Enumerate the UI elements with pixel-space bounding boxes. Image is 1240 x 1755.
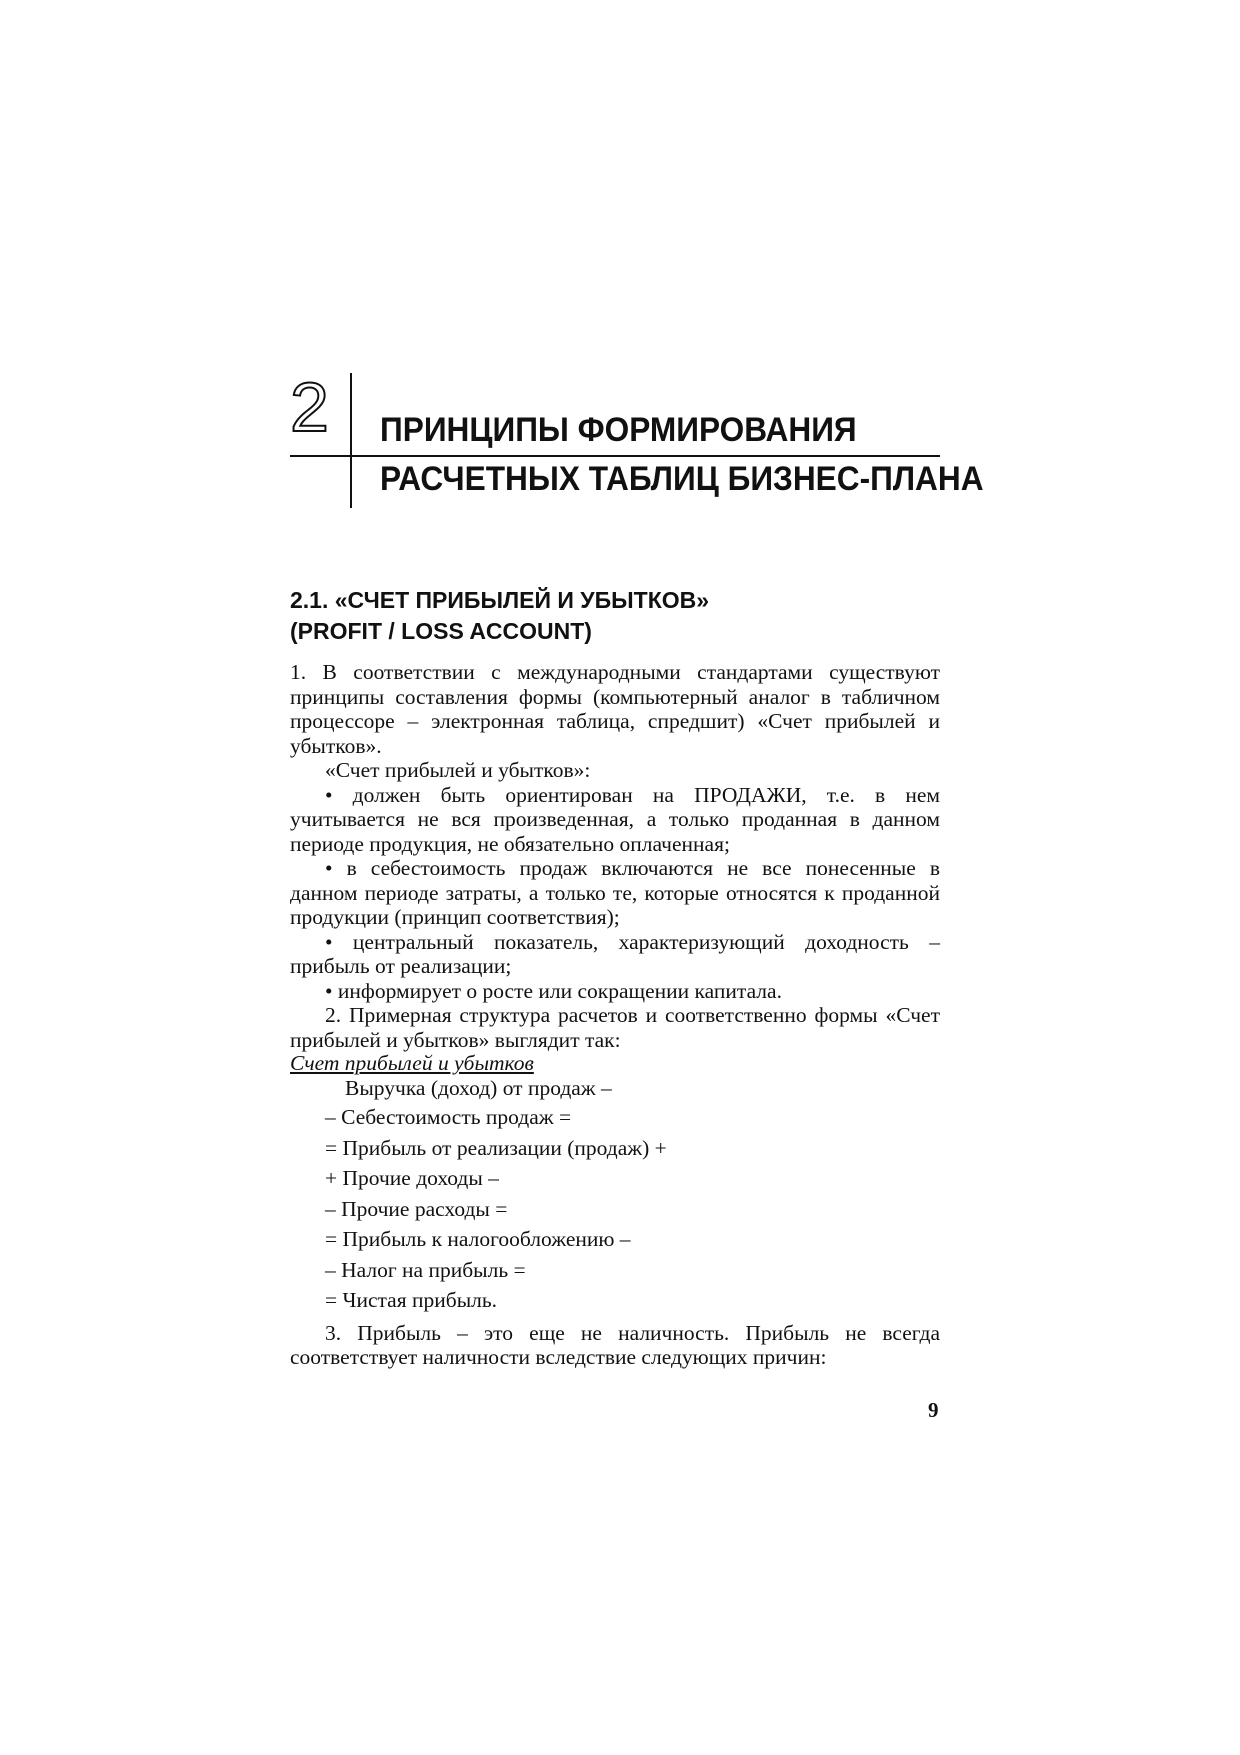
form-title: Счет прибылей и убытков — [290, 1051, 534, 1075]
form-line: = Чистая прибыль. — [325, 1288, 498, 1312]
bullet-item: • в себестоимость продаж включаются не все понесенные в данном периоде затраты, а только те, которые относятся к проданной продукции (принцип соответствия); — [290, 856, 940, 929]
paragraph-1: 1. В соответствии с международными стандартами существуют принципы составления формы (компьютерный аналог в табличном процессоре – электронная таблица, спредшит) «Счет прибылей и убытков». — [290, 660, 940, 758]
page-number: 9 — [928, 1398, 939, 1422]
chapter-number: 2 — [290, 368, 329, 446]
form-line: = Прибыль к налогообложению – — [325, 1227, 631, 1251]
form-line: – Налог на прибыль = — [325, 1257, 526, 1282]
form-line: = Прибыль от реализации (продаж) + — [325, 1135, 667, 1160]
form-line: Выручка (доход) от продаж – — [345, 1076, 612, 1100]
header-vertical-rule — [350, 373, 352, 508]
form-structure — [325, 1075, 940, 1316]
section-heading-line-1: 2.1. «СЧЕТ ПРИБЫЛЕЙ И УБЫТКОВ» — [290, 587, 710, 613]
chapter-title-line-1: ПРИНЦИПЫ ФОРМИРОВАНИЯ — [380, 411, 857, 449]
section-heading — [290, 585, 709, 647]
paragraph-3: 2. Примерная структура расчетов и соответственно формы «Счет прибылей и убытков» выглядит так: — [290, 1003, 940, 1052]
bullet-item: • должен быть ориентирован на ПРОДАЖИ, т.е. в нем учитывается не вся произведенная, а только проданная в данном периоде продукция, не обязательно оплаченная; — [290, 782, 940, 856]
chapter-title-line-2: РАСЧЕТНЫХ ТАБЛИЦ БИЗНЕС-ПЛАНА — [380, 460, 984, 498]
form-line: – Себестоимость продаж = — [325, 1105, 572, 1129]
form-line: – Прочие расходы = — [325, 1196, 508, 1221]
paragraph-2: «Счет прибылей и убытков»: — [325, 758, 591, 782]
bullet-item: • информирует о росте или сокращении капитала. — [325, 978, 782, 1003]
paragraph-4: 3. Прибыль – это еще не наличность. Прибыль не всегда соответствует наличности вследствие следующих причин: — [290, 1320, 940, 1369]
bullet-item: • центральный показатель, характеризующий доходность – прибыль от реализации; — [290, 929, 940, 978]
form-line: + Прочие доходы – — [325, 1166, 499, 1190]
header-horizontal-rule — [290, 455, 940, 457]
body-text — [290, 660, 940, 1370]
section-heading-line-2: (PROFIT / LOSS ACCOUNT) — [290, 618, 592, 644]
